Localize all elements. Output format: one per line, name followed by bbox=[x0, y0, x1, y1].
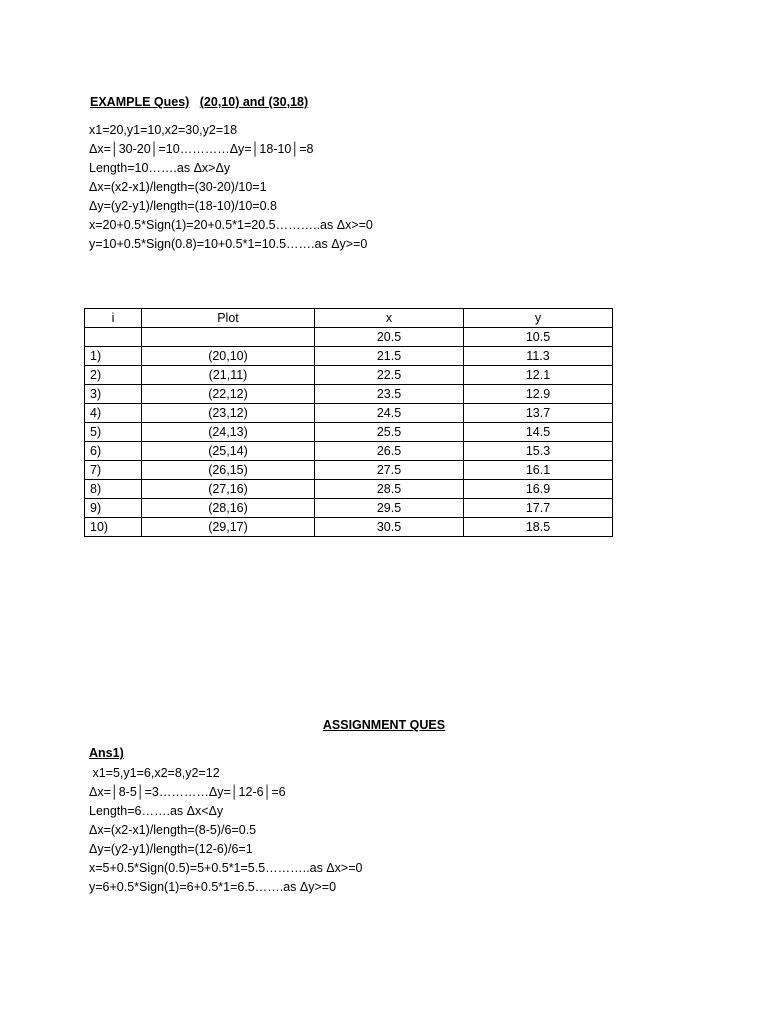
answer-label: Ans1) bbox=[89, 746, 124, 760]
table-row bbox=[85, 385, 613, 404]
cell-y: 15.3 bbox=[464, 442, 613, 461]
table-row bbox=[85, 499, 613, 518]
cell-y: 13.7 bbox=[464, 404, 613, 423]
working-line: y=6+0.5*Sign(1)=6+0.5*1=6.5…….as Δy>=0 bbox=[89, 880, 337, 894]
cell-i: 7) bbox=[85, 461, 142, 480]
assignment-working bbox=[89, 764, 362, 897]
cell-x: 26.5 bbox=[315, 442, 464, 461]
cell-plot: (20,10) bbox=[142, 347, 315, 366]
cell-y: 11.3 bbox=[464, 347, 613, 366]
column-header-i: i bbox=[85, 309, 142, 328]
table-row bbox=[85, 366, 613, 385]
cell-y: 12.9 bbox=[464, 385, 613, 404]
cell-plot: (25,14) bbox=[142, 442, 315, 461]
working-line: x1=20,y1=10,x2=30,y2=18 bbox=[89, 123, 238, 137]
assignment-title: ASSIGNMENT QUES bbox=[322, 718, 446, 732]
cell-i: 1) bbox=[85, 347, 142, 366]
working-line: Δx=(x2-x1)/length=(30-20)/10=1 bbox=[89, 180, 267, 194]
cell-i: 3) bbox=[85, 385, 142, 404]
cell-i: 6) bbox=[85, 442, 142, 461]
working-line: Δy=(y2-y1)/length=(12-6)/6=1 bbox=[89, 842, 253, 856]
cell-plot: (24,13) bbox=[142, 423, 315, 442]
column-header-y: y bbox=[464, 309, 613, 328]
table-body bbox=[85, 328, 613, 537]
working-line: Δy=(y2-y1)/length=(18-10)/10=0.8 bbox=[89, 199, 277, 213]
cell-x: 23.5 bbox=[315, 385, 464, 404]
cell-i: 2) bbox=[85, 366, 142, 385]
table-row bbox=[85, 442, 613, 461]
cell-plot: (23,12) bbox=[142, 404, 315, 423]
working-line: Length=10…….as Δx>Δy bbox=[89, 161, 231, 175]
cell-plot: (27,16) bbox=[142, 480, 315, 499]
table-row bbox=[85, 423, 613, 442]
cell-y: 17.7 bbox=[464, 499, 613, 518]
cell-x: 21.5 bbox=[315, 347, 464, 366]
cell-plot bbox=[142, 328, 315, 347]
cell-plot: (22,12) bbox=[142, 385, 315, 404]
example-working bbox=[89, 121, 373, 254]
table-row bbox=[85, 480, 613, 499]
cell-plot: (26,15) bbox=[142, 461, 315, 480]
table-row bbox=[85, 347, 613, 366]
example-points: (20,10) and (30,18) bbox=[199, 95, 309, 109]
cell-x: 25.5 bbox=[315, 423, 464, 442]
cell-plot: (21,11) bbox=[142, 366, 315, 385]
cell-x: 30.5 bbox=[315, 518, 464, 537]
cell-y: 16.9 bbox=[464, 480, 613, 499]
cell-i: 10) bbox=[85, 518, 142, 537]
cell-y: 14.5 bbox=[464, 423, 613, 442]
working-line: Δx=(x2-x1)/length=(8-5)/6=0.5 bbox=[89, 823, 257, 837]
cell-y: 18.5 bbox=[464, 518, 613, 537]
example-heading bbox=[90, 95, 308, 109]
cell-i: 4) bbox=[85, 404, 142, 423]
working-line: x1=5,y1=6,x2=8,y2=12 bbox=[89, 766, 220, 780]
cell-x: 20.5 bbox=[315, 328, 464, 347]
cell-x: 28.5 bbox=[315, 480, 464, 499]
cell-i: 5) bbox=[85, 423, 142, 442]
cell-x: 24.5 bbox=[315, 404, 464, 423]
table-header-row bbox=[85, 309, 613, 328]
cell-x: 27.5 bbox=[315, 461, 464, 480]
working-line: y=10+0.5*Sign(0.8)=10+0.5*1=10.5…….as Δy>=0 bbox=[89, 237, 368, 251]
table-row bbox=[85, 404, 613, 423]
working-line: Length=6…….as Δx<Δy bbox=[89, 804, 224, 818]
cell-i: 8) bbox=[85, 480, 142, 499]
table-row bbox=[85, 461, 613, 480]
plot-table bbox=[84, 308, 613, 537]
cell-y: 10.5 bbox=[464, 328, 613, 347]
column-header-plot: Plot bbox=[142, 309, 315, 328]
working-line: x=20+0.5*Sign(1)=20+0.5*1=20.5………..as Δx>=0 bbox=[89, 218, 373, 232]
working-line: x=5+0.5*Sign(0.5)=5+0.5*1=5.5………..as Δx>=0 bbox=[89, 861, 363, 875]
working-line: Δx=│30-20│=10…………Δy=│18-10│=8 bbox=[89, 142, 314, 156]
working-line: Δx=│8-5│=3…………Δy=│12-6│=6 bbox=[89, 785, 286, 799]
cell-plot: (28,16) bbox=[142, 499, 315, 518]
cell-x: 22.5 bbox=[315, 366, 464, 385]
cell-plot: (29,17) bbox=[142, 518, 315, 537]
cell-i: 9) bbox=[85, 499, 142, 518]
table-row bbox=[85, 518, 613, 537]
cell-y: 16.1 bbox=[464, 461, 613, 480]
example-title: EXAMPLE Ques) bbox=[90, 95, 190, 109]
column-header-x: x bbox=[315, 309, 464, 328]
cell-i bbox=[85, 328, 142, 347]
cell-x: 29.5 bbox=[315, 499, 464, 518]
table-row bbox=[85, 328, 613, 347]
cell-y: 12.1 bbox=[464, 366, 613, 385]
